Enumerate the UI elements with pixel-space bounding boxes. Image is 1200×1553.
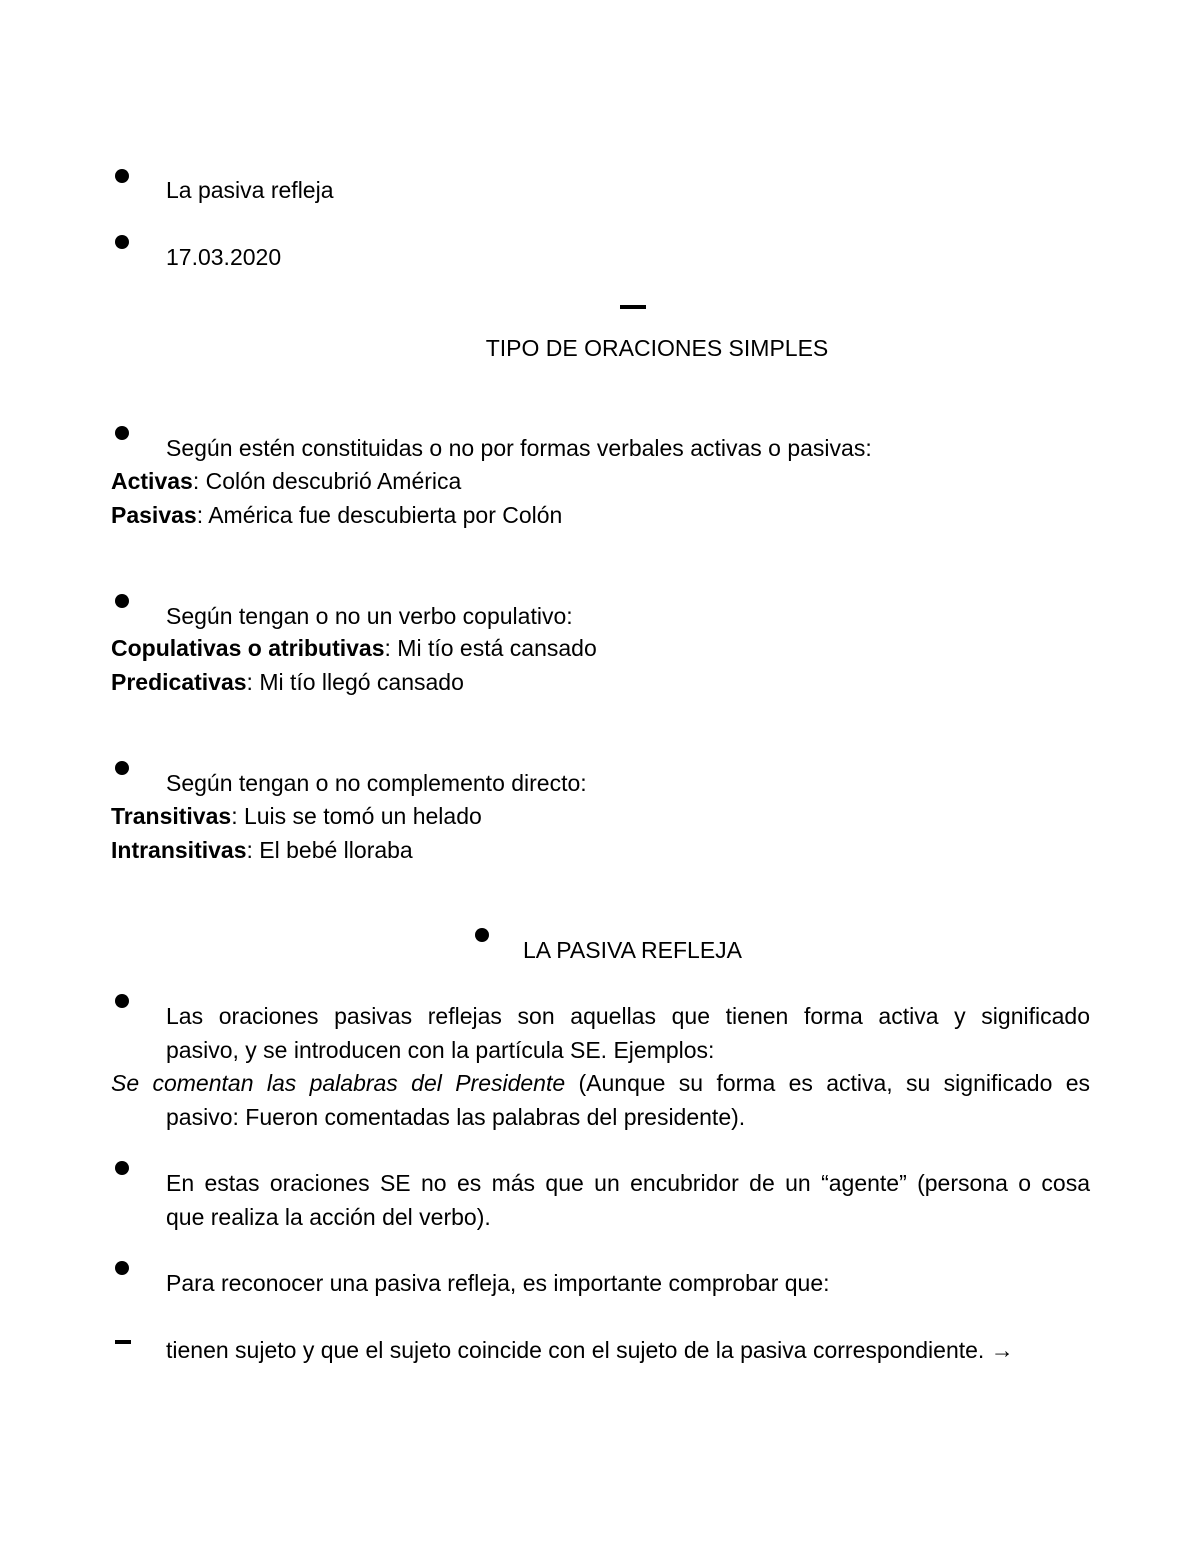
bullet-icon xyxy=(115,761,129,775)
definition-separator: : xyxy=(246,837,260,863)
definition-line xyxy=(111,665,464,699)
definition-line xyxy=(111,799,482,833)
paragraph-line: Para reconocer una pasiva refleja, es importante comprobar que: xyxy=(166,1270,830,1296)
definition-line xyxy=(111,498,562,532)
section-intro: Según tengan o no un verbo copulativo: xyxy=(166,603,573,629)
definition-term: Intransitivas xyxy=(111,837,247,863)
paragraph-line: En estas oraciones SE no es más que un encubridor de un “agente” (persona o cosa xyxy=(166,1170,1090,1196)
bullet-icon xyxy=(115,426,129,440)
bullet-icon xyxy=(115,1161,129,1175)
definition-example: Colón descubrió América xyxy=(205,468,462,494)
definition-example: Mi tío llegó cansado xyxy=(259,669,464,695)
bullet-icon xyxy=(115,594,129,608)
definition-separator: : xyxy=(231,803,244,829)
definition-term: Predicativas xyxy=(111,669,247,695)
definition-term: Pasivas xyxy=(111,502,197,528)
document-title: La pasiva refleja xyxy=(166,177,334,203)
definition-example: América fue descubierta por Colón xyxy=(208,502,563,528)
paragraph-line: que realiza la acción del verbo). xyxy=(166,1204,491,1230)
section-intro: Según tengan o no complemento directo: xyxy=(166,770,587,796)
definition-separator: : xyxy=(192,468,206,494)
pasiva-heading: LA PASIVA REFLEJA xyxy=(523,937,743,963)
bullet-icon xyxy=(115,994,129,1008)
horizontal-rule xyxy=(620,305,646,309)
definition-term: Transitivas xyxy=(111,803,232,829)
definition-example: Mi tío está cansado xyxy=(397,635,597,661)
definition-separator: : xyxy=(246,669,260,695)
example-italic: Se comentan las palabras del Presidente xyxy=(111,1070,566,1096)
definition-term: Activas xyxy=(111,468,193,494)
definition-separator: : xyxy=(196,502,209,528)
dash-bullet-icon xyxy=(115,1340,131,1344)
definition-line xyxy=(111,464,461,498)
example-line: pasivo: Fueron comentadas las palabras del presidente). xyxy=(166,1104,746,1130)
definition-example: El bebé lloraba xyxy=(259,837,413,863)
bullet-icon xyxy=(115,235,129,249)
definition-line xyxy=(111,833,413,867)
definition-line xyxy=(111,631,597,665)
bullet-icon xyxy=(115,1261,129,1275)
example-line xyxy=(111,1066,1090,1100)
definition-term: Copulativas o atributivas xyxy=(111,635,385,661)
definition-separator: : xyxy=(384,635,398,661)
dash-item: tienen sujeto y que el sujeto coincide con el sujeto de la pasiva correspondiente. → xyxy=(166,1337,1014,1363)
section-intro: Según estén constituidas o no por formas verbales activas o pasivas: xyxy=(166,435,872,461)
section-heading: TIPO DE ORACIONES SIMPLES xyxy=(485,335,829,361)
paragraph-line: Las oraciones pasivas reflejas son aquellas que tienen forma activa y significado xyxy=(166,1003,1090,1029)
document-date: 17.03.2020 xyxy=(166,244,282,270)
bullet-icon xyxy=(475,928,489,942)
paragraph-line: pasivo, y se introducen con la partícula SE. Ejemplos: xyxy=(166,1037,715,1063)
example-explanation: (Aunque su forma es activa, su significado es xyxy=(565,1070,1090,1096)
definition-example: Luis se tomó un helado xyxy=(243,803,482,829)
bullet-icon xyxy=(115,169,129,183)
